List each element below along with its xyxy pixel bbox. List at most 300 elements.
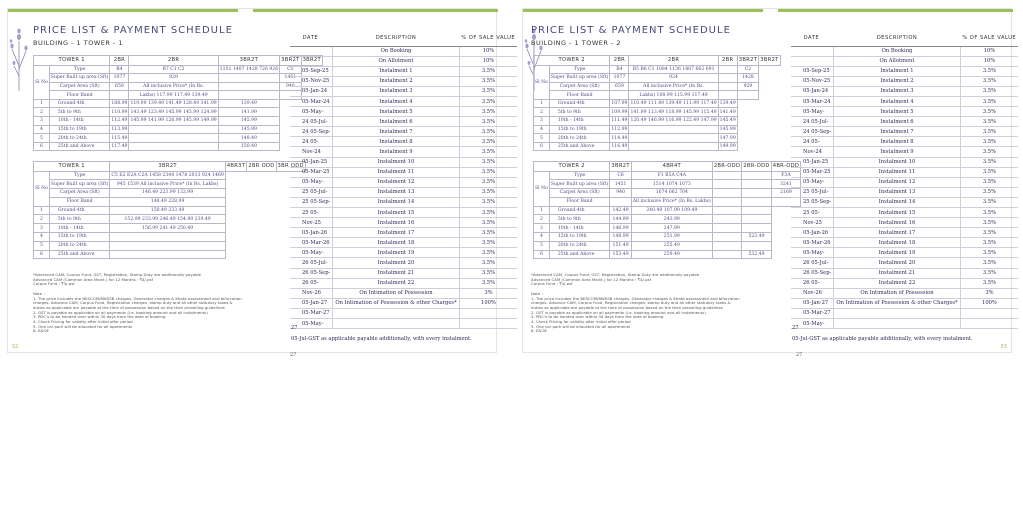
description-cell: Instalment 21 [834,268,960,278]
date-cell [791,56,834,66]
column-header: DESCRIPTION [333,30,459,46]
table-row [791,66,1018,76]
percent-cell: 3.5% [960,147,1018,157]
description-cell: Instalment 22 [333,278,459,288]
table-cell: 114.49 [611,135,628,141]
table-cell [742,189,771,198]
table-cell: 10th - 14th [549,224,610,233]
table-cell: 3241 [771,180,800,189]
row-label: Floor Band [549,197,610,206]
table-row [290,76,517,86]
note-line: charges. Advance CAM, Corpus Fund, Registration charges, stamp duty and all other statutory taxes & [531,300,731,306]
column-header: 3BR2T [110,162,225,172]
note-line: 5. One car park will be allocated for all apartments [531,323,631,329]
table-cell [129,134,218,143]
date-cell: 05-Jan-27 [290,298,333,308]
percent-cell: 3.5% [459,208,517,218]
table-cell: 929 [129,74,218,83]
column-header: 3BR ODD [277,163,304,170]
date-cell: 24 05-Sep- [791,127,834,137]
table-cell: 143.49 123.49 145.99 145.99 124.99 [130,109,217,115]
table-row [34,82,323,91]
table-cell [712,189,741,198]
table-row [290,86,517,96]
description-cell: Instalment 14 [834,197,960,207]
date-cell: Nov-26 [791,288,834,298]
table-row [34,108,323,117]
table-cell: 150.49 233.49 [110,206,225,215]
table-cell: B7 C1 C2 [129,65,218,74]
table-cell: 945 1539 All inclusive Price* (In Rs. Lakhs) [110,180,225,189]
sl-number: 1 [34,99,50,108]
date-cell: 24 05- [791,137,834,147]
table-cell [110,91,129,100]
percent-cell: 3.5% [960,278,1018,288]
page-number: 52 [12,344,19,350]
percent-cell: 3.5% [960,248,1018,258]
row-label: Carpet Area (Sft) [49,82,110,91]
table-cell [718,65,737,74]
table-row [534,142,781,151]
date-cell: 24 05-Jul- [791,117,834,127]
table-row [290,147,517,157]
table-cell: 145.99 [218,125,279,134]
column-header: TOWER 2 [534,162,610,172]
description-cell [333,319,459,329]
table-row [34,197,306,206]
description-cell: Instalment 5 [834,107,960,117]
description-cell: Instalment 2 [333,76,459,86]
table-cell [718,91,737,100]
note-line: 6. E&OE [33,328,49,334]
description-cell: Instalment 9 [834,147,960,157]
description-cell: Instalment 11 [333,167,459,177]
table-row [34,142,323,151]
table-cell: 146.99 [610,224,631,233]
table-row [791,157,1018,167]
description-cell [333,308,459,318]
notes [33,273,263,334]
table-cell: 117.49 [111,144,128,150]
description-cell: Instalment 4 [834,96,960,106]
percent-cell: 100% [459,298,517,308]
table-row [290,218,517,228]
description-cell: Instalment 3 [834,86,960,96]
table-cell: 1077 [110,74,129,83]
table-cell [218,82,279,91]
page-title: PRICE LIST & PAYMENT SCHEDULE [33,25,233,36]
table-cell [129,142,218,151]
column-header: 3BR2T [302,57,321,64]
column-header: % OF SALE VALUE [960,30,1018,46]
table-row [34,250,306,259]
table-cell [712,215,741,224]
table-row [34,206,306,215]
table-cell: 142.49 [610,206,631,215]
row-label: Floor Band [49,91,110,100]
column-header: DATE [791,30,834,46]
percent-cell: 3.5% [459,117,517,127]
table-cell: 1151 1407 1428 726 926 [219,66,279,72]
table-cell: 10th - 14th [49,117,110,126]
table-header-row [34,162,306,172]
table-row [534,224,801,233]
date-cell: 05-Jan-25 [791,157,834,167]
table-row [534,171,801,180]
table-row [534,215,801,224]
date-cell: 24 05- [290,137,333,147]
table-row [290,167,517,177]
table-cell: 113.99 [111,126,128,132]
table-cell: 112.99 [611,126,628,132]
table-cell: 247.99 [631,224,712,233]
table-cell: C2 [737,65,758,74]
table-header-row [34,56,323,66]
sl-no-label: Sl No [34,65,50,99]
percent-cell: 3.5% [459,218,517,228]
column-header: 3BR2T [218,56,279,66]
table-cell [218,74,279,83]
table-cell [712,171,741,180]
table-cell: C5 [280,65,301,74]
note-line: 2. GST is payable as applicable on all payments (i.e. booking amount and all instalments) [531,309,706,315]
sl-number: 4 [534,233,550,242]
table-row [290,56,517,66]
column-header: 2BR [129,56,218,66]
column-header: 4BR-ODD [772,163,800,170]
table-cell: 924 [629,74,718,83]
row-label: Super Built up area (Sft) [550,181,609,187]
percent-cell: 3.5% [960,76,1018,86]
table-cell: 929 [737,82,758,91]
description-cell: Instalment 16 [333,218,459,228]
date-cell: 05-May- [791,177,834,187]
sl-number: 6 [534,250,550,259]
note-line: *Advanced CAM, Corpus Fund, GST, Registration, Stamp Duty are additionally payable [33,272,202,277]
description-cell: On Intimation of Possession & other Charges* [834,298,960,308]
column-header: TOWER 1 [34,56,110,66]
table-cell: Lakhs) 117.99 117.49 139.49 [129,91,218,100]
schedule-footer-number: 27 [291,325,298,331]
table-row [34,74,323,83]
date-cell: 05-May- [290,107,333,117]
table-row [34,215,306,224]
table-row [791,117,1018,127]
table-row [791,197,1018,207]
date-cell: Nov-25 [290,218,333,228]
sl-number: 5 [534,134,550,143]
table-row [791,137,1018,147]
table-cell: 119.99 139.49 141.49 128.49 141.99 [130,101,217,107]
percent-cell: 3.5% [960,96,1018,106]
note-line: 6. E&OE [531,328,547,334]
below-page-number: 27 [796,352,803,358]
date-cell: 26 05- [791,278,834,288]
description-cell: Instalment 17 [834,228,960,238]
table-cell [742,241,771,250]
description-cell: Instalment 7 [333,127,459,137]
table-row [791,177,1018,187]
table-cell [610,91,629,100]
table-cell: F1 B5A C4A [631,171,712,180]
date-cell: Nov-24 [290,147,333,157]
table-cell: 243.99 [631,215,712,224]
column-header: 2BR [718,56,737,66]
row-label: Type [49,65,110,74]
page-number: 53 [1000,344,1007,350]
table-cell: All inclusive Price* (In Rs. [129,82,218,91]
percent-cell: 3.5% [960,208,1018,218]
description-cell: Instalment 10 [834,157,960,167]
table-cell: 120.49 146.99 116.99 122.49 147.99 [630,118,717,124]
gst-note: GST as applicable payable additionally, with every instalment. [308,336,472,342]
sl-number: 4 [34,125,50,134]
percent-cell: 3.5% [459,177,517,187]
table-cell [718,74,737,83]
percent-cell: 3.5% [960,187,1018,197]
date-cell: 05-Jan-26 [791,228,834,238]
description-cell: On Intimation of Possession & other Charges* [333,298,459,308]
percent-cell: 3.5% [960,137,1018,147]
table-cell: 153.49 [610,250,631,259]
note-line: charges. Advance CAM, Corpus Fund, Registration charges, stamp duty and all other statutory taxes & [33,300,233,306]
table-cell: 116.49 [611,144,628,150]
table-row [791,248,1018,258]
table-cell: 20th to 24th [49,134,110,143]
date-cell: Nov-25 [791,218,834,228]
percent-cell: 3.5% [459,107,517,117]
table-row [290,66,517,76]
date-cell: 05-May- [290,177,333,187]
description-cell [834,308,960,318]
description-cell: Instalment 5 [333,107,459,117]
row-label: Floor Band [549,91,610,100]
table-row [791,96,1018,106]
note-line: duties as applicable are payable at the time of possession based on the then prevailing guidelines [531,304,723,310]
description-cell: Instalment 21 [333,268,459,278]
percent-cell [960,308,1018,318]
table-cell: 145.99 [218,117,279,126]
row-label: Carpet Area (Sft) [49,189,110,198]
percent-cell: 3.5% [960,197,1018,207]
table-row [534,108,781,117]
column-header: 2BR-ODD [713,163,741,170]
description-cell: Instalment 6 [333,117,459,127]
note-line: Note : [33,290,45,296]
sl-number: 2 [534,215,550,224]
table-cell [712,241,741,250]
date-cell: 24 05-Jul- [290,117,333,127]
table-cell: 150.49 [218,142,279,151]
percent-cell: 3.5% [459,96,517,106]
date-cell [791,46,834,56]
table-cell: 659 [110,82,129,91]
table-cell: 151.49 [610,241,631,250]
description-cell: Instalment 2 [834,76,960,86]
row-label: Super Built up area (Sft) [550,75,609,81]
column-header: 2BR [610,56,629,66]
table-row [290,177,517,187]
accent-bar [778,9,1013,12]
table-row [34,171,306,180]
table-row [791,76,1018,86]
column-header: 3BR2T [738,57,758,64]
description-cell: Instalment 7 [834,127,960,137]
row-label: Floor Band [49,197,110,206]
table-cell [629,125,718,134]
column-header: 2BR [629,56,718,66]
date-cell: 25 05- [791,208,834,218]
date-cell: 05-Sep-25 [290,66,333,76]
table-cell [110,241,225,250]
table-cell: 145.99 [719,126,736,132]
table-row [290,96,517,106]
table-row [290,298,517,308]
table-cell: 20th to 24th [549,134,610,143]
table-cell: 5th to 9th [49,215,110,224]
date-cell: 05-Jan-27 [791,298,834,308]
table-cell: 532.49 [742,250,771,259]
table-cell: B4 [610,65,629,74]
price-table-tower-1 [33,55,323,151]
table-cell: 10th - 14th [549,117,610,126]
table-cell [742,197,771,206]
table-row [34,117,323,126]
table-cell: 25th and Above [49,250,110,259]
table-row [791,298,1018,308]
row-label: Type [549,65,610,74]
note-line: Advanced CAM (Common Area Maint.) for 12 Months : ₹4/-psf [531,276,652,282]
accent-bar [8,9,238,12]
note-line: Note : [531,290,543,296]
sl-number: 3 [534,224,550,233]
table-cell [737,91,758,100]
table-cell: 148.99 [610,233,631,242]
description-cell: Instalment 13 [333,187,459,197]
date-cell: 24 05-Sep- [290,127,333,137]
schedule-footer-number: 27 [792,325,799,331]
description-cell: Instalment 13 [834,187,960,197]
date-cell: 25 05-Sep- [791,197,834,207]
percent-cell: 10% [459,46,517,56]
note-line: 1. The price includes the BESCOM/BWSSB charges, Generator charges & Khata assessment and bifurcation [531,295,740,301]
table-cell: 940 [610,189,631,198]
table-row [534,180,801,189]
percent-cell: 3.5% [459,248,517,258]
description-cell: On Booking [333,46,459,56]
sl-number: 6 [34,142,50,151]
percent-cell: 10% [459,56,517,66]
sl-no-label: Sl No [534,65,550,99]
date-cell: 05-Mar-27 [290,308,333,318]
page-subtitle: BUILDING - 1 TOWER - 2 [531,39,622,47]
date-cell: 05-Nov-25 [290,76,333,86]
sl-number: 4 [34,233,50,242]
table-cell: 148.49 [218,134,279,143]
table-cell: F3A [771,171,800,180]
table-cell: 25th and Above [549,142,610,151]
table-cell: Ground-4th [549,206,610,215]
note-line: *Advanced CAM, Corpus Fund, GST, Registration, Stamp Duty are additionally payable [531,272,700,277]
sl-number: 2 [34,215,50,224]
date-cell: 05-Mar-26 [791,238,834,248]
table-cell: 146.49 223.99 132.99 [110,189,225,198]
table-row [791,147,1018,157]
date-cell: 05-Mar-27 [791,308,834,318]
table-cell [712,206,741,215]
footer-date: 05-Jul- [792,336,810,342]
table-row [34,99,323,108]
description-cell: On Allotment [834,56,960,66]
table-row [290,107,517,117]
table-cell: 115.49 [111,135,128,141]
date-cell: 05-May- [791,248,834,258]
table-cell [610,197,631,206]
description-cell: Instalment 4 [333,96,459,106]
table-cell: 659 [610,82,629,91]
date-cell: Nov-26 [290,288,333,298]
table-cell: B4 [110,65,129,74]
table-row [791,319,1018,329]
price-table-tower-2 [533,55,781,151]
description-cell: Instalment 19 [333,248,459,258]
table-cell [712,250,741,259]
table-row [534,206,801,215]
description-cell: Instalment 8 [333,137,459,147]
percent-cell: 3.5% [960,218,1018,228]
table-row [534,82,781,91]
table-row [34,233,306,242]
table-cell [110,250,225,259]
table-cell: 112.49 [111,118,128,124]
percent-cell: 3.5% [960,117,1018,127]
table-row [290,197,517,207]
page-title: PRICE LIST & PAYMENT SCHEDULE [531,25,731,36]
description-cell: Instalment 19 [834,248,960,258]
sl-number: 6 [34,250,50,259]
table-header-row [290,30,517,46]
table-row [534,65,781,74]
note-line: 3. PDC's to be handed over within 30 days from the date of booking [531,314,664,320]
table-row [791,56,1018,66]
percent-cell: 3.5% [459,167,517,177]
date-cell [290,56,333,66]
date-cell: Nov-24 [791,147,834,157]
table-cell: C6 [610,171,631,180]
description-cell: Instalment 12 [333,177,459,187]
sl-number: 3 [534,117,550,126]
date-cell: 26 05-Sep- [290,268,333,278]
table-cell: C5 E2 E2A C2A 1458 2344 1478 2013 924 1469 [111,172,224,178]
percent-cell: 3.5% [960,268,1018,278]
percent-cell: 3.5% [960,238,1018,248]
percent-cell: 3% [459,288,517,298]
table-row [791,278,1018,288]
percent-cell: 3.5% [960,177,1018,187]
description-cell: Instalment 10 [333,157,459,167]
date-cell: 05-Mar-25 [290,167,333,177]
table-cell [629,142,718,151]
sl-number: 2 [34,108,50,117]
table-row [791,107,1018,117]
table-row [534,233,801,242]
table-cell: 1451 [610,180,631,189]
table-row [534,250,801,259]
sl-number: 5 [34,134,50,143]
date-cell: 25 05- [290,208,333,218]
percent-cell [459,308,517,318]
table-row [791,167,1018,177]
